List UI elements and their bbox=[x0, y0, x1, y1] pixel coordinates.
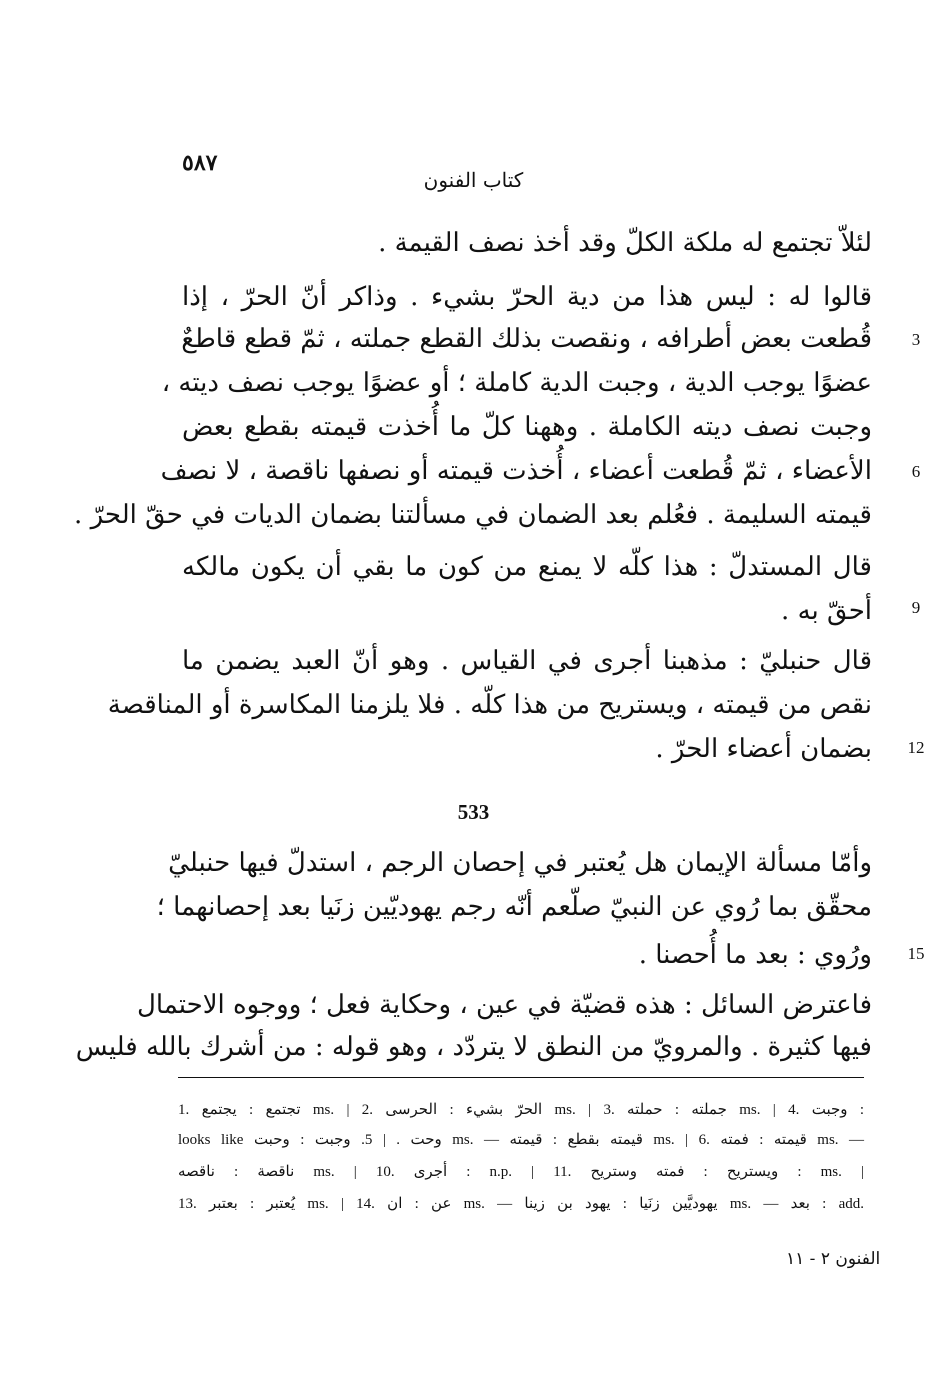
footnote-line: looks like وحت . | 5. وجبت : وحبت ms. — قيمته بقطع : قيمته ms. | 6. قيمته : فمته ms. — bbox=[178, 1132, 865, 1148]
text-line: محقّق بما رُوي عن النبيّ صلّعم أنّه رجم يهوديّين زنَيا بعد إحصانهما ؛ bbox=[156, 892, 872, 922]
line-number: 12 bbox=[907, 738, 925, 757]
line-number: 9 bbox=[911, 598, 921, 617]
line-number: 15 bbox=[907, 944, 925, 963]
footnote-line: 1. تجتمع : يجتمع ms. | 2. الحرّ بشيء : الحرسى ms. | 3. جملته : حملته ms. | 4. وجبت : bbox=[178, 1102, 865, 1118]
text-line: لئلاّ تجتمع له ملكة الكلّ وقد أخذ نصف القيمة . bbox=[378, 228, 872, 258]
text-line: بضمان أعضاء الحرّ . bbox=[655, 734, 872, 764]
text-line: أحقّ به . bbox=[781, 596, 872, 626]
text-line: فيها كثيرة . والمرويّ من النطق لا يتردّد ، وهو قوله : من أشرك بالله فليس bbox=[75, 1032, 872, 1062]
text-line: قيمته السليمة . فعُلم بعد الضمان في مسألتنا بضمان الديات في حقّ الحرّ . bbox=[74, 500, 872, 530]
text-line: فاعترض السائل : هذه قضيّة في عين ، وحكاية فعل ؛ ووجوه الاحتمال bbox=[136, 990, 872, 1020]
signature-mark: الفنون ٢ - ١١ bbox=[786, 1249, 881, 1269]
section-number: 533 bbox=[457, 800, 490, 824]
text-line: قالوا له : ليس هذا من دية الحرّ بشيء . وذاكر أنّ الحرّ ، إذا bbox=[182, 282, 872, 312]
running-title: كتاب الفنون bbox=[423, 168, 524, 192]
text-line: قُطعت بعض أطرافه ، ونقصت بذلك القطع جملته ، ثمّ قطع قاطعٌ bbox=[181, 324, 872, 354]
page-number: ٥٨٧ bbox=[182, 150, 218, 176]
footnote-line: 13. يُعتبر : بعتبر ms. | 14. عن : ان ms. — يهوديَّين زنَيا : يهود بن زينا ms. — بعد : add. bbox=[178, 1196, 864, 1212]
footnote-line: ناقصة : ناقصه ms. | 10. أجرى : n.p. | 11. ويستريح : فمته وستريح : ms. | bbox=[178, 1164, 864, 1180]
text-line: وجبت نصف ديته الكاملة . وههنا كلّ ما أُخذت قيمته بقطع بعض bbox=[182, 412, 872, 442]
text-line: قال المستدلّ : هذا كلّه لا يمنع من كون ما بقي أن يكون مالكه bbox=[182, 552, 872, 582]
line-number: 3 bbox=[911, 330, 921, 349]
footnote-divider bbox=[178, 1077, 864, 1078]
text-line: نقص من قيمته ، ويستريح من هذا كلّه . فلا يلزمنا المكاسرة أو المناقصة bbox=[107, 690, 872, 720]
text-line: ورُوي : بعد ما أُحصنا . bbox=[638, 940, 872, 970]
line-number: 6 bbox=[911, 462, 921, 481]
text-line: وأمّا مسألة الإيمان هل يُعتبر في إحصان الرجم ، استدلّ فيها حنبليّ bbox=[168, 848, 872, 878]
text-line: عضوًا يوجب الدية ، وجبت الدية كاملة ؛ أو عضوًا يوجب نصف ديته ، bbox=[161, 368, 872, 398]
text-line: قال حنبليّ : مذهبنا أجرى في القياس . وهو أنّ العبد يضمن ما bbox=[182, 646, 872, 676]
text-line: الأعضاء ، ثمّ قُطعت أعضاء ، أُخذت قيمته أو نصفها ناقصة ، لا نصف bbox=[160, 456, 872, 486]
